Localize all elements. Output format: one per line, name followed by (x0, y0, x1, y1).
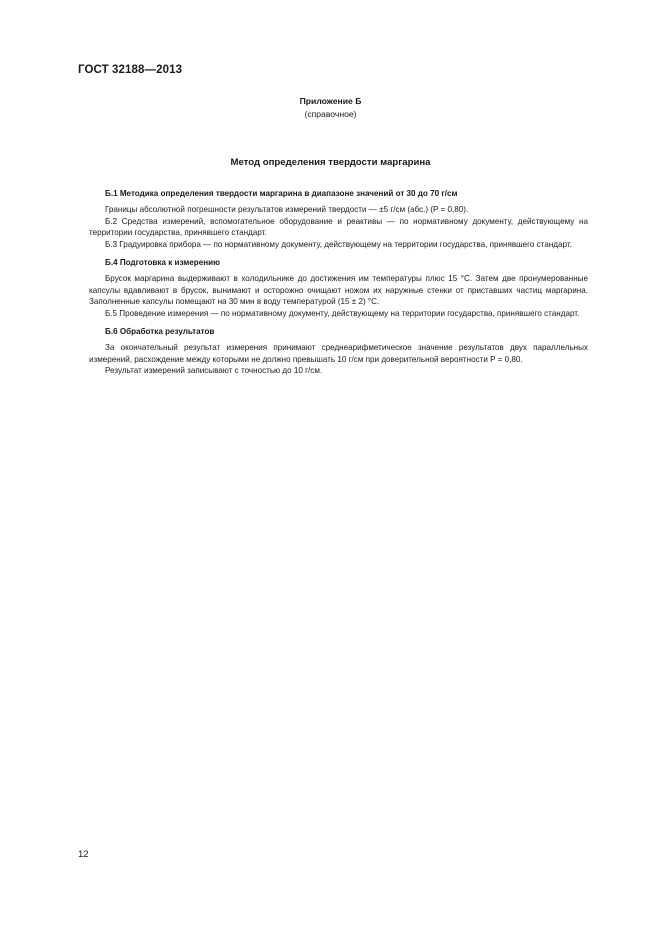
paragraph: Границы абсолютной погрешности результатов измерений твердости — ±5 г/см (абс.) (P = 0,80). (105, 205, 469, 215)
document-body (89, 188, 588, 377)
annex-note: (справочное) (304, 109, 357, 119)
document-standard-number: ГОСТ 32188—2013 (78, 64, 183, 76)
paragraph: Б.2 Средства измерений, вспомогательное оборудование и реактивы — по нормативному документу, действующему на территории государства, принявшего стандарт. (89, 216, 588, 238)
paragraph: Результат измерений записывают с точностью до 10 г/см. (105, 366, 323, 376)
section-heading-b1: Б.1 Методика определения твердости маргарина в диапазоне значений от 30 до 70 г/см (105, 189, 458, 198)
annex-title: Приложение Б (299, 96, 362, 106)
paragraph: За окончательный результат измерения принимают среднеарифметическое значение результатов двух параллельных измерений, расхождение между которыми не должно превышать 10 г/см при доверительной вероятности P = 0,80. (89, 343, 588, 364)
page-number: 12 (78, 849, 89, 860)
paragraph: Брусок маргарина выдерживают в холодильнике до достижения им температуры плюс 15 °C. Затем две пронумерованные капсулы вдавливают в брусок, вынимают и осторожно очищают ножом их наружные стенки от приставших частиц маргарина. Заполненные капсулы помещают на 30 мин в воду температурой (15 ± 2) °C. (89, 274, 588, 307)
document-title: Метод определения твердости маргарина (230, 157, 431, 168)
section-heading-b4: Б.4 Подготовка к измерению (105, 258, 220, 268)
paragraph: Б.3 Градуировка прибора — по нормативному документу, действующему на территории государства, принявшего стандарт. (105, 239, 572, 249)
section-heading-b6: Б.6 Обработка результатов (105, 327, 215, 337)
paragraph: Б.5 Проведение измерения — по нормативному документу, действующему на территории государства, принявшего стандарт. (105, 308, 580, 318)
